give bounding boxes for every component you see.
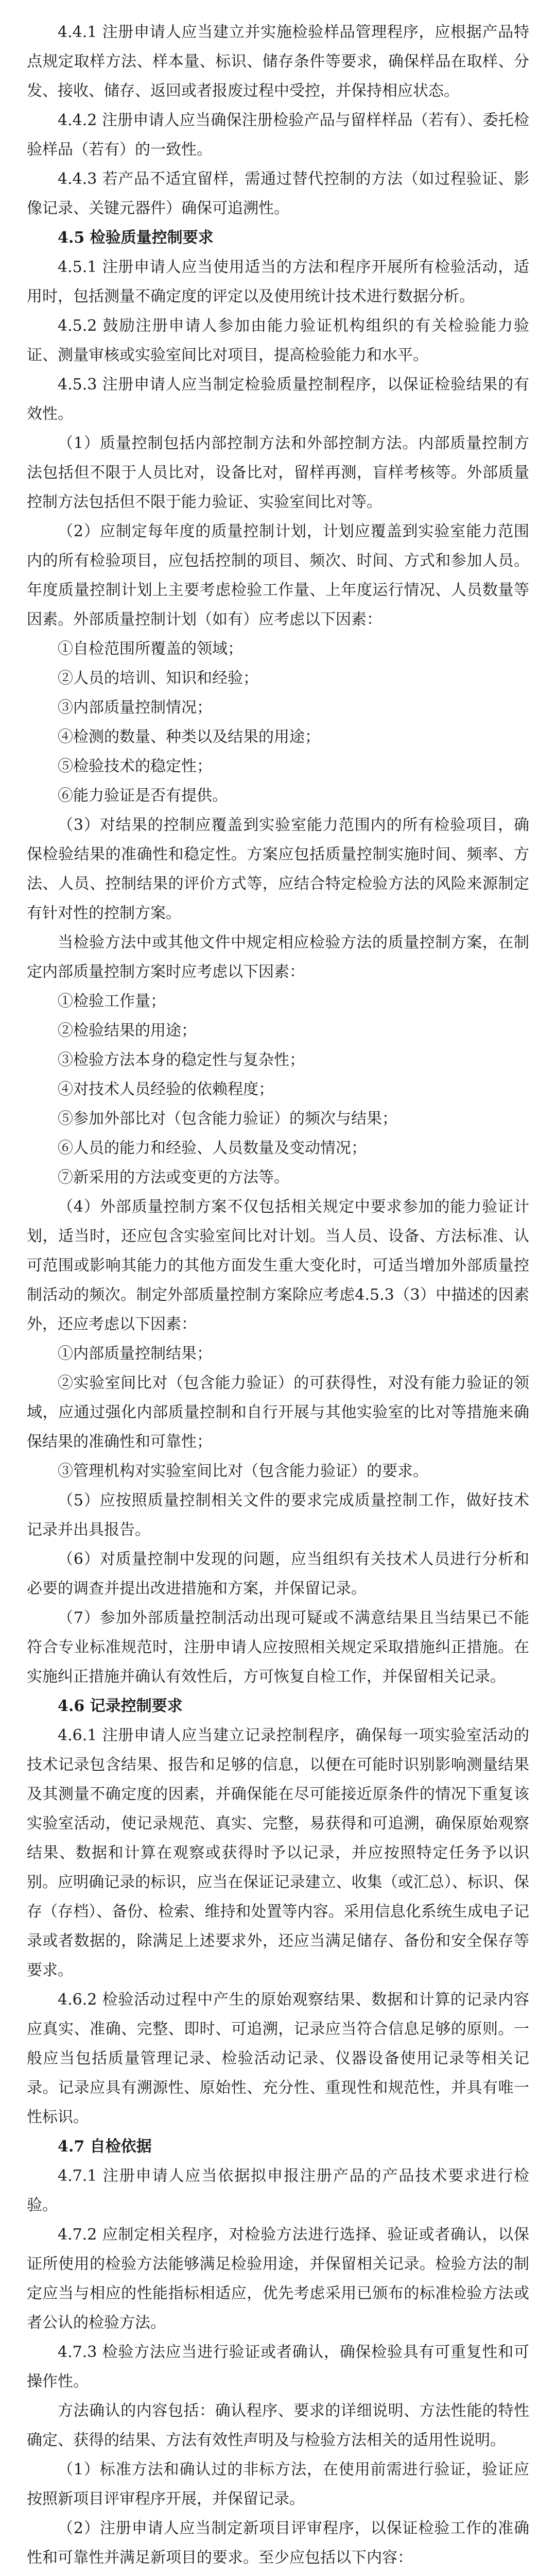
paragraph: ③管理机构对实验室间比对（包含能力验证）的要求。 [58,1462,428,1480]
paragraph: ⑤检验技术的稳定性； [58,757,212,775]
paragraph: 4.4.3 若产品不适宜留样，需通过替代控制的方法（如过程验证、影像记录、关键元器件）确保可追溯性。 [27,170,529,217]
paragraph: 4.7.1 注册申请人应当依据拟申报注册产品的产品技术要求进行检验。 [27,2167,529,2214]
paragraph: 4.7.2 应制定相关程序，对检验方法进行选择、验证或者确认，以保证所使用的检验方法能够满足检验用途，并保留相关记录。检验方法的制定应当与相应的性能指标相适应，优先考虑采用已颁布的标准检验方法或者公认的检验方法。 [27,2226,529,2332]
paragraph: ③内部质量控制情况； [58,699,212,717]
paragraph: ⑤参加外部比对（包含能力验证）的频次与结果； [58,1110,397,1128]
section-heading: 4.7 自检依据 [58,2138,152,2156]
paragraph: ③检验方法本身的稳定性与复杂性； [58,1051,305,1069]
paragraph: 方法确认的内容包括：确认程序、要求的详细说明、方法性能的特性确定、获得的结果、方法有效性声明及与检验方法相关的适用性说明。 [27,2402,529,2449]
paragraph: ⑥能力验证是否有提供。 [58,787,228,805]
paragraph: ②实验室间比对（包含能力验证）的可获得性，对没有能力验证的领域，应通过强化内部质量控制和自行开展与其他实验室的比对等措施来确保结果的准确性和可靠性； [27,1374,529,1451]
paragraph: 4.5.2 鼓励注册申请人参加由能力验证机构组织的有关检验能力验证、测量审核或实验室间比对项目，提高检验能力和水平。 [27,317,529,364]
paragraph: （4）外部质量控制方案不仅包括相关规定中要求参加的能力验证计划，适当时，还应包含实验室间比对计划。当人员、设备、方法标准、认可范围或影响其能力的其他方面发生重大变化时，可适当增加外部质量控制活动的频次。制定外部质量控制方案除应考虑4.5.3（3）中描述的因素外，还应考虑以下因素： [27,1198,529,1333]
paragraph: ①自检范围所覆盖的领域； [58,640,243,658]
paragraph [27,2572,529,2576]
paragraph: （1）质量控制包括内部控制方法和外部控制方法。内部质量控制方法包括但不限于人员比对，设备比对，留样再测，盲样考核等。外部质量控制方法包括但不限于能力验证、实验室间比对等。 [27,434,529,511]
paragraph: 4.5.1 注册申请人应当使用适当的方法和程序开展所有检验活动，适用时，包括测量不确定度的评定以及使用统计技术进行数据分析。 [27,258,529,306]
paragraph: ⑦新采用的方法或变更的方法等。 [58,1168,289,1187]
paragraph: （5）应按照质量控制相关文件的要求完成质量控制工作，做好技术记录并出具报告。 [27,1492,529,1539]
paragraph: ⑥人员的能力和经验、人员数量及变动情况； [58,1139,367,1157]
paragraph: （2）应制定每年度的质量控制计划，计划应覆盖到实验室能力范围内的所有检验项目，应包括控制的项目、频次、时间、方式和参加人员。年度质量控制计划上主要考虑检验工作量、上年度运行情况、人员数量等因素。外部质量控制计划（如有）应考虑以下因素： [27,522,529,629]
paragraph: （6）对质量控制中发现的问题，应当组织有关技术人员进行分析和必要的调查并提出改进措施和方案，并保留记录。 [27,1550,529,1598]
paragraph: 4.5.3 注册申请人应当制定检验质量控制程序，以保证检验结果的有效性。 [27,376,529,423]
paragraph: 当检验方法中或其他文件中规定相应检验方法的质量控制方案，在制定内部质量控制方案时应考虑以下因素： [27,934,529,981]
paragraph: （1）标准方法和确认过的非标方法，在使用前需进行验证，验证应按照新项目评审程序开展，并保留记录。 [27,2461,529,2508]
paragraph: 4.4.1 注册申请人应当建立并实施检验样品管理程序，应根据产品特点规定取样方法、样本量、标识、储存条件等要求，确保样品在取样、分发、接收、储存、返回或者报废过程中受控，并保持相应状态。 [27,23,529,100]
paragraph: 4.6.1 注册申请人应当建立记录控制程序，确保每一项实验室活动的技术记录包含结果、报告和足够的信息，以便在可能时识别影响测量结果及其测量不确定度的因素，并确保能在尽可能接近原条件的情况下重复该实验室活动，使记录规范、真实、完整，易获得和可追溯，确保原始观察结果、数据和计算在观察或获得时予以记录，并应按照特定任务予以识别。应明确记录的标识，应当在保证记录建立、收集（或汇总）、标识、保存（存档）、备份、检索、维持和处置等内容。采用信息化系统生成电子记录或者数据的，除满足上述要求外，还应当满足储存、备份和安全保存等要求。 [27,1726,529,1979]
paragraph: ②人员的培训、知识和经验； [58,669,258,687]
paragraph: 4.4.2 注册申请人应当确保注册检验产品与留样样品（若有）、委托检验样品（若有）的一致性。 [27,111,529,159]
paragraph: （3）对结果的控制应覆盖到实验室能力范围内的所有检验项目，确保检验结果的准确性和稳定性。方案应包括质量控制实施时间、频率、方法、人员、控制结果的评价方式等，应结合特定检验方法的风险来源制定有针对性的控制方案。 [27,816,529,922]
paragraph: ①内部质量控制结果； [58,1345,212,1363]
paragraph: 4.7.3 检验方法应当进行验证或者确认，确保检验具有可重复性和可操作性。 [27,2343,529,2391]
paragraph: ①检验工作量； [58,992,166,1010]
section-heading: 4.5 检验质量控制要求 [58,229,214,247]
paragraph: ④对技术人员经验的依赖程度； [58,1080,274,1098]
paragraph: ④检测的数量、种类以及结果的用途； [58,728,320,746]
paragraph: ②检验结果的用途； [58,1022,197,1040]
paragraph: （7）参加外部质量控制活动出现可疑或不满意结果且当结果已不能符合专业标准规范时，注册申请人应按照相关规定采取措施纠正措施。在实施纠正措施并确认有效性后，方可恢复自检工作，并保留相关记录。 [27,1609,529,1686]
section-heading: 4.6 记录控制要求 [58,1697,183,1715]
paragraph: 4.6.2 检验活动过程中产生的原始观察结果、数据和计算的记录内容应真实、准确、完整、即时、可追溯，记录应当符合信息足够的原则。一般应当包括质量管理记录、检验活动记录、仪器设备使用记录等相关记录。记录应具有溯源性、原始性、充分性、重现性和规范性，并具有唯一性标识。 [27,1991,529,2126]
paragraph: （2）注册申请人应当制定新项目评审程序，以保证检验工作的准确性和可靠性并满足新项目的要求。至少应包括以下内容： [27,2519,529,2567]
